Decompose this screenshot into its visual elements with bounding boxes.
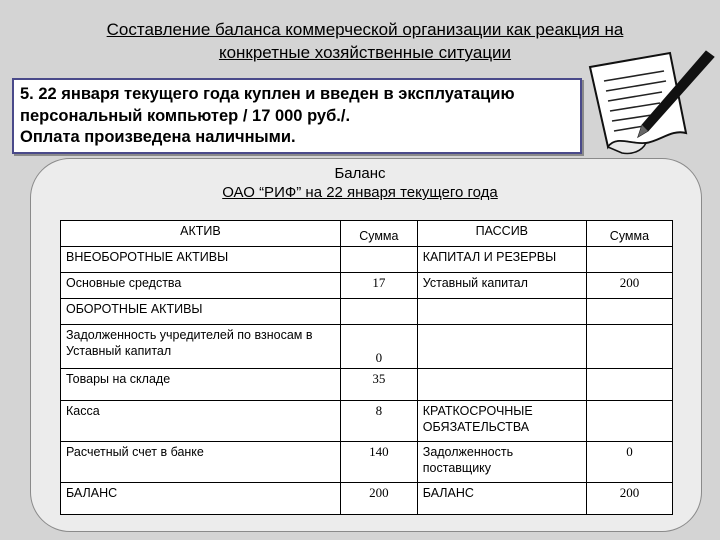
asset-sum-cell: 35 <box>340 369 417 401</box>
task-line-1: 5. 22 января текущего года куплен и введен в эксплуатацию <box>20 85 515 103</box>
asset-sum-cell <box>340 247 417 273</box>
liability-cell <box>417 369 586 401</box>
title-line-2: конкретные хозяйственные ситуации <box>218 43 512 62</box>
paper-and-pen-icon <box>582 45 718 161</box>
table-row <box>61 325 673 369</box>
task-text <box>20 84 576 149</box>
task-box <box>12 78 582 154</box>
liability-sum-cell <box>586 299 672 325</box>
asset-cell: ОБОРОТНЫЕ АКТИВЫ <box>61 299 341 325</box>
liability-sum-cell <box>586 401 672 442</box>
asset-sum-cell: 0 <box>340 325 417 369</box>
liability-total-label: БАЛАНС <box>417 483 586 515</box>
asset-cell: Расчетный счет в банке <box>61 442 341 483</box>
asset-sum-cell: 17 <box>340 273 417 299</box>
liability-sum-cell <box>586 325 672 369</box>
asset-cell: Задолженность учредителей по взносам в Уставный капитал <box>61 325 341 369</box>
asset-cell: Касса <box>61 401 341 442</box>
liability-sum-cell: 0 <box>586 442 672 483</box>
task-line-3: Оплата произведена наличными. <box>20 128 296 146</box>
table-row <box>61 369 673 401</box>
asset-cell: Основные средства <box>61 273 341 299</box>
task-line-2: персональный компьютер / 17 000 руб./. <box>20 106 351 125</box>
balance-table <box>60 220 673 515</box>
header-liability: ПАССИВ <box>417 221 586 247</box>
liability-cell <box>417 299 586 325</box>
header-asset: АКТИВ <box>61 221 341 247</box>
table-row-total <box>61 483 673 515</box>
table-row <box>61 299 673 325</box>
table-row <box>61 247 673 273</box>
asset-total-label: БАЛАНС <box>61 483 341 515</box>
title-line-1: Составление баланса коммерческой организации как реакция на <box>106 20 624 39</box>
header-sum-1: Сумма <box>340 221 417 247</box>
liability-cell: КРАТКОСРОЧНЫЕ ОБЯЗАТЕЛЬСТВА <box>417 401 586 442</box>
balance-heading <box>0 164 720 202</box>
liability-total-sum: 200 <box>586 483 672 515</box>
asset-sum-cell: 140 <box>340 442 417 483</box>
balance-title: Баланс <box>334 165 386 182</box>
liability-cell: КАПИТАЛ И РЕЗЕРВЫ <box>417 247 586 273</box>
asset-cell: ВНЕОБОРОТНЫЕ АКТИВЫ <box>61 247 341 273</box>
asset-sum-cell: 8 <box>340 401 417 442</box>
asset-cell: Товары на складе <box>61 369 341 401</box>
liability-cell: Задолженность поставщику <box>417 442 586 483</box>
liability-sum-cell <box>586 369 672 401</box>
table-header-row <box>61 221 673 247</box>
liability-cell: Уставный капитал <box>417 273 586 299</box>
balance-subtitle: ОАО “РИФ” на 22 января текущего года <box>222 184 498 201</box>
table-row <box>61 442 673 483</box>
table-row <box>61 401 673 442</box>
liability-sum-cell: 200 <box>586 273 672 299</box>
asset-total-sum: 200 <box>340 483 417 515</box>
asset-sum-cell <box>340 299 417 325</box>
liability-sum-cell <box>586 247 672 273</box>
liability-cell <box>417 325 586 369</box>
table-row <box>61 273 673 299</box>
header-sum-2: Сумма <box>586 221 672 247</box>
page-title <box>60 18 670 64</box>
